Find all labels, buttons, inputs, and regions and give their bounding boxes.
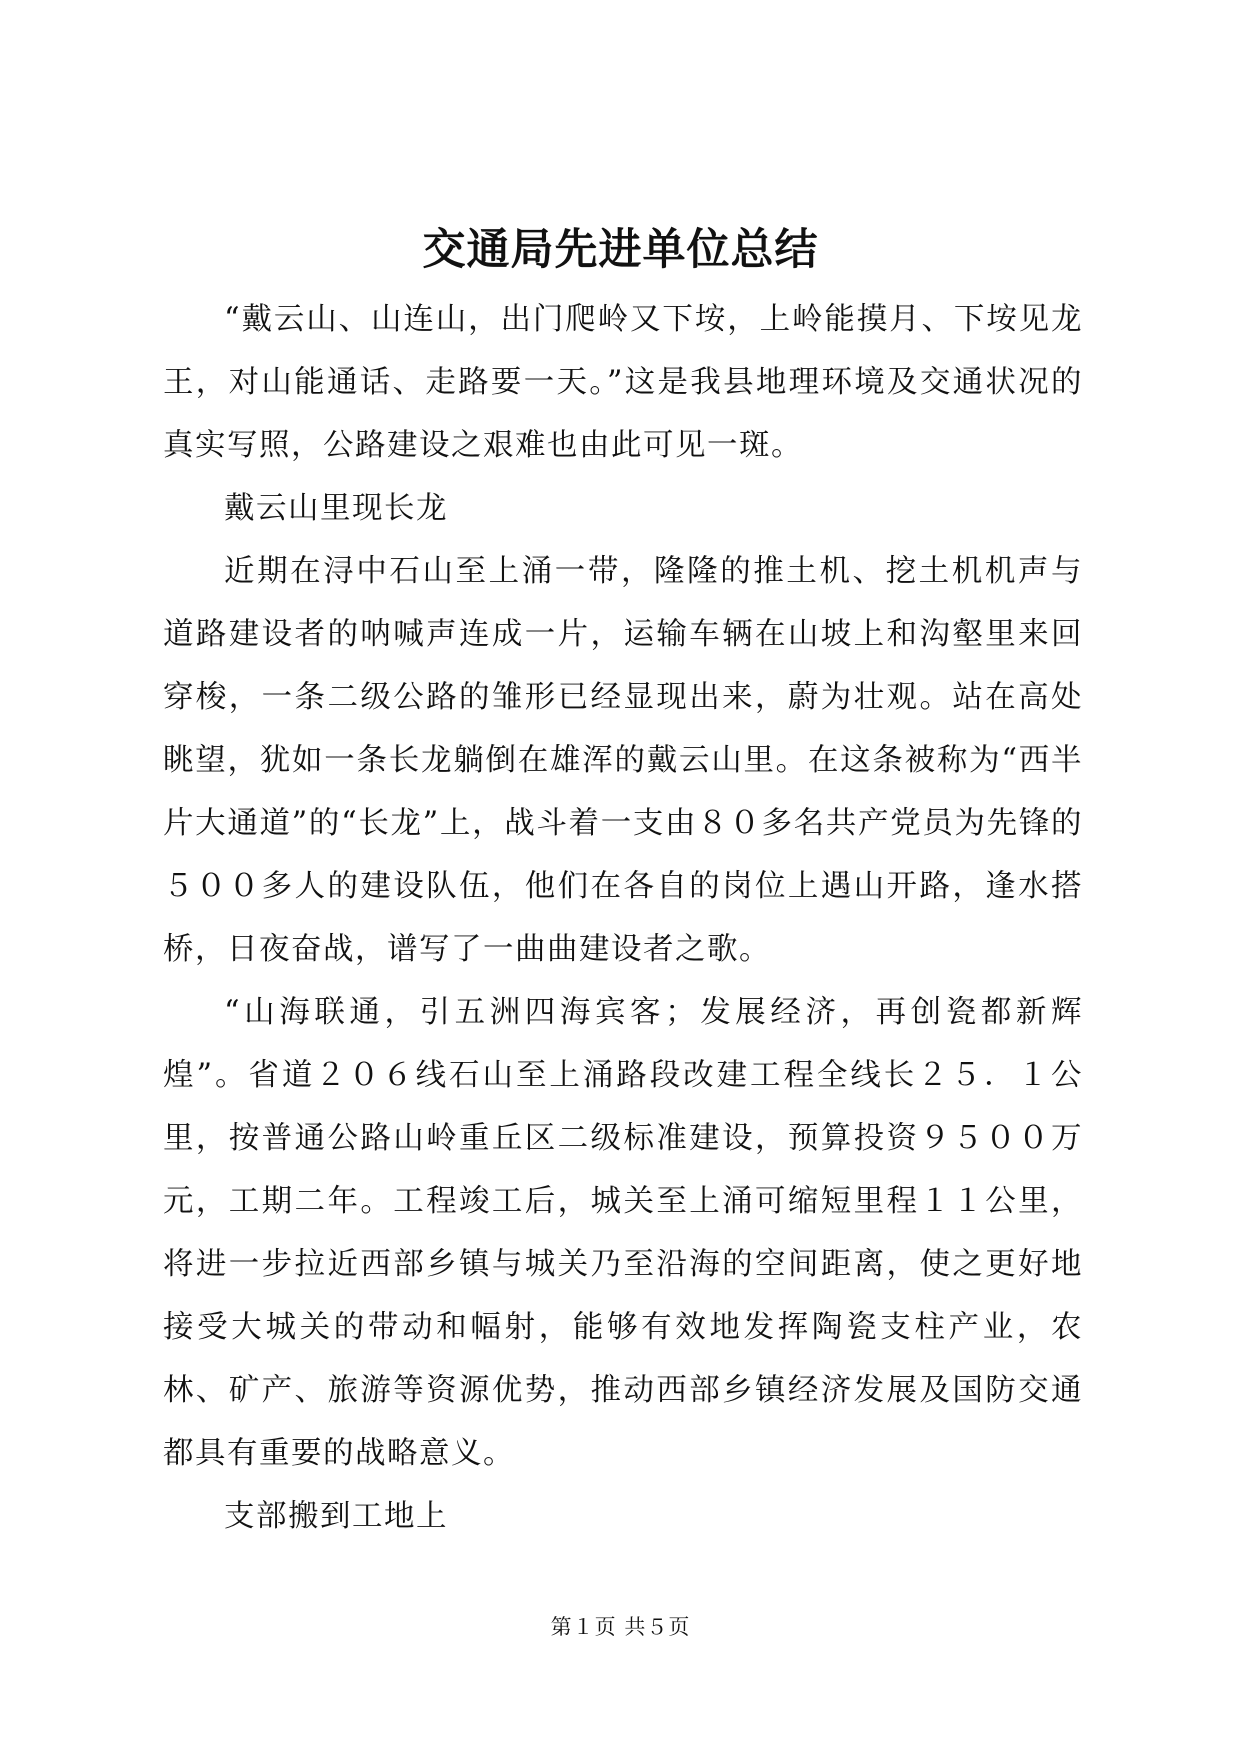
paragraph-intro: “戴云山、山连山，出门爬岭又下垵，上岭能摸月、下垵见龙王，对山能通话、走路要一天。”这是我县地理环境及交通状况的真实写照，公路建设之艰难也由此可见一斑。 [163,302,1083,463]
section-heading-branch: 支部搬到工地上 [224,1499,448,1534]
paragraph-project: “山海联通，引五洲四海宾客；发展经济，再创瓷都新辉煌”。省道２０６线石山至上涌路段改建工程全线长２５．１公里，按普通公路山岭重丘区二级标准建设，预算投资９５００万元，工期二年。工程竣工后，城关至上涌可缩短里程１１公里，将进一步拉近西部乡镇与城关乃至沿海的空间距离，使之更好地接受大城关的带动和幅射，能够有效地发挥陶瓷支柱产业，农林、矿产、旅游等资源优势，推动西部乡镇经济发展及国防交通都具有重要的战略意义。 [163,995,1083,1471]
document-body [163,288,1083,1548]
section-heading-dragon: 戴云山里现长龙 [224,491,448,526]
page-number-footer: 第１页 共５页 [550,1615,691,1639]
document-title: 交通局先进单位总结 [422,225,819,275]
paragraph-construction: 近期在浔中石山至上涌一带，隆隆的推土机、挖土机机声与道路建设者的呐喊声连成一片，运输车辆在山坡上和沟壑里来回穿梭，一条二级公路的雏形已经显现出来，蔚为壮观。站在高处眺望，犹如一条长龙躺倒在雄浑的戴云山里。在这条被称为“西半片大通道”的“长龙”上，战斗着一支由８０多名共产党员为先锋的５００多人的建设队伍，他们在各自的岗位上遇山开路，逢水搭桥，日夜奋战，谱写了一曲曲建设者之歌。 [163,554,1083,967]
